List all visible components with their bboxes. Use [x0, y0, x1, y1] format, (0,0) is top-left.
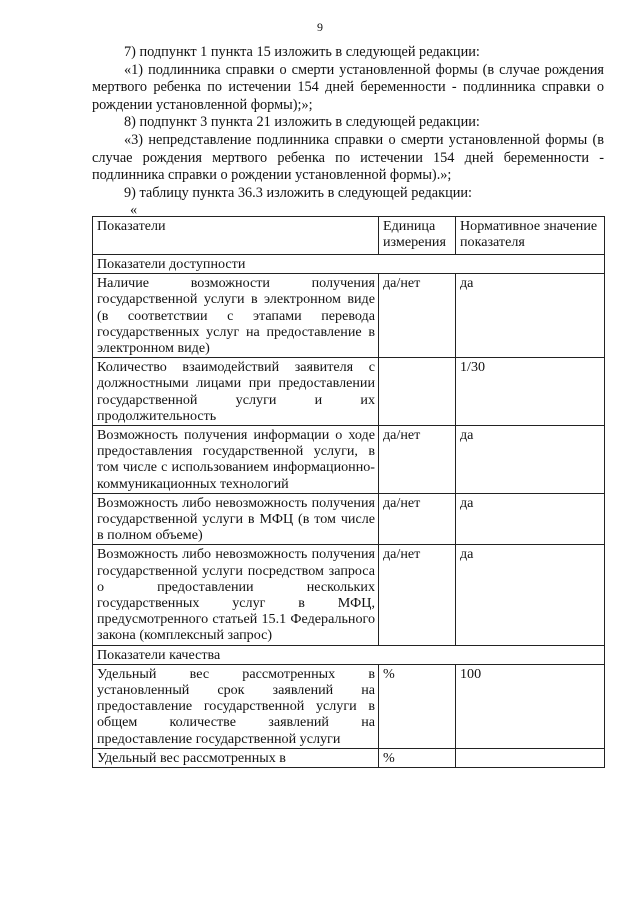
row-5-name: Возможность либо невозможность получения государственной услуги посредством запроса о предоставлении нескольких государственных услуг в МФЦ, предусмотренного статьей 15.1 Федерального закона (комплексный запрос) — [93, 545, 379, 645]
section-quality: Показатели качества — [93, 645, 605, 664]
row-4-name: Возможность либо невозможность получения государственной услуги в МФЦ (в том числе в полном объеме) — [93, 493, 379, 545]
row-7-unit: % — [379, 748, 456, 767]
table-row — [93, 664, 605, 748]
table-row — [93, 748, 605, 767]
table-row — [93, 358, 605, 426]
section-row-quality — [93, 645, 605, 664]
row-1-unit: да/нет — [379, 274, 456, 358]
row-2-name: Количество взаимодействий заявителя с должностными лицами при предоставлении государственной услуги и их продолжительность — [93, 358, 379, 426]
row-7-name: Удельный вес рассмотренных в — [93, 748, 379, 767]
row-5-unit: да/нет — [379, 545, 456, 645]
header-normative: Нормативное значение показателя — [456, 217, 605, 255]
header-unit: Единица измерения — [379, 217, 456, 255]
row-6-value: 100 — [456, 664, 605, 748]
row-3-value: да — [456, 426, 605, 494]
section-accessibility: Показатели доступности — [93, 255, 605, 274]
indicators-table — [92, 216, 605, 768]
table-row — [93, 426, 605, 494]
header-indicators: Показатели — [93, 217, 379, 255]
table-row — [93, 274, 605, 358]
opening-quote-mark: « — [130, 202, 138, 219]
document-body — [92, 44, 604, 218]
row-6-unit: % — [379, 664, 456, 748]
row-7-value — [456, 748, 605, 767]
row-5-value: да — [456, 545, 605, 645]
paragraph-8-intro: 8) подпункт 3 пункта 21 изложить в следующей редакции: — [124, 114, 480, 131]
row-3-unit: да/нет — [379, 426, 456, 494]
table-row — [93, 493, 605, 545]
row-2-unit — [379, 358, 456, 426]
paragraph-9-intro: 9) таблицу пункта 36.3 изложить в следующей редакции: — [124, 184, 473, 201]
row-2-value: 1/30 — [456, 358, 605, 426]
row-4-unit: да/нет — [379, 493, 456, 545]
row-4-value: да — [456, 493, 605, 545]
row-6-name: Удельный вес рассмотренных в установленный срок заявлений на предоставление государственной услуги в общем количестве заявлений на предоставление государственной услуги — [93, 664, 379, 748]
section-row-accessibility — [93, 255, 605, 274]
row-1-value: да — [456, 274, 605, 358]
paragraph-7-intro: 7) подпункт 1 пункта 15 изложить в следующей редакции: — [124, 44, 480, 60]
paragraph-7-quote: «1) подлинника справки о смерти установленной формы (в случае рождения мертвого ребенка по истечении 154 дней беременности - подлинника справки о рождении установленной формы);»; — [92, 61, 604, 113]
paragraph-8-quote: «3) непредставление подлинника справки о смерти установленной формы (в случае рождения мертвого ребенка по истечении 154 дней беременности - подлинника справки о рождении установленной формы).»; — [92, 131, 604, 184]
row-1-name: Наличие возможности получения государственной услуги в электронном виде (в соответствии с этапами перевода государственных услуг на предоставление в электронном виде) — [93, 274, 379, 358]
row-3-name: Возможность получения информации о ходе предоставления государственной услуги, в том числе с использованием информационно-коммуникационных технологий — [93, 426, 379, 494]
table-row — [93, 545, 605, 645]
table-header-row — [93, 217, 605, 255]
page-number: 9 — [317, 20, 323, 34]
